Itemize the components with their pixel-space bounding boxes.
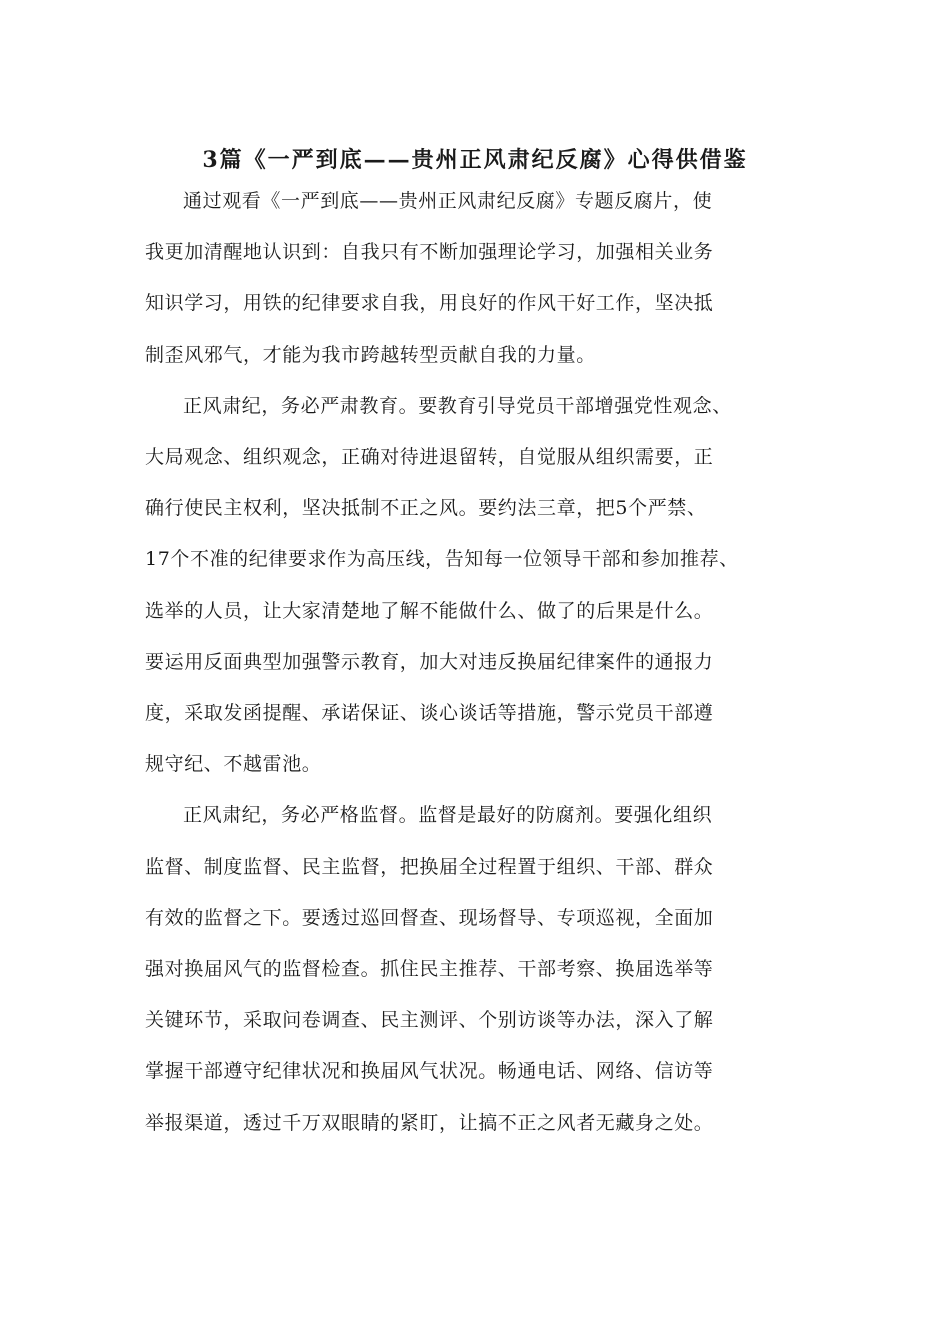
paragraph-line: 掌握干部遵守纪律状况和换届风气状况。畅通电话、网络、信访等 [145, 1060, 714, 1083]
paragraph-3 [145, 790, 810, 1148]
paragraph-line: 知识学习，用铁的纪律要求自我，用良好的作风干好工作，坚决抵 [145, 292, 714, 315]
paragraph-line: 大局观念、组织观念，正确对待进退留转，自觉服从组织需要，正 [145, 446, 714, 469]
paragraph-line: 关键环节，采取问卷调查、民主测评、个别访谈等办法，深入了解 [145, 1009, 714, 1032]
document-title: 3篇《一严到底——贵州正风肃纪反腐》心得供借鉴 [202, 147, 748, 173]
paragraph-line: 监督、制度监督、民主监督，把换届全过程置于组织、干部、群众 [145, 855, 714, 878]
paragraph-1 [145, 176, 810, 381]
paragraph-line: 举报渠道，透过千万双眼睛的紧盯，让搞不正之风者无藏身之处。 [145, 1111, 714, 1134]
paragraph-line: 确行使民主权利，坚决抵制不正之风。要约法三章，把5个严禁、 [145, 497, 707, 520]
paragraph-line: 强对换届风气的监督检查。抓住民主推荐、干部考察、换届选举等 [145, 958, 714, 981]
paragraph-line: 我更加清醒地认识到：自我只有不断加强理论学习，加强相关业务 [145, 241, 714, 264]
paragraph-line: 17个不准的纪律要求作为高压线，告知每一位领导干部和参加推荐、 [145, 548, 739, 571]
paragraph-line: 正风肃纪，务必严肃教育。要教育引导党员干部增强党性观念、 [183, 394, 732, 417]
paragraph-line: 通过观看《一严到底——贵州正风肃纪反腐》专题反腐片，使 [183, 190, 713, 212]
paragraph-line: 要运用反面典型加强警示教育，加大对违反换届纪律案件的通报力 [145, 650, 714, 673]
paragraph-line: 规守纪、不越雷池。 [145, 753, 322, 776]
paragraph-line: 选举的人员，让大家清楚地了解不能做什么、做了的后果是什么。 [145, 599, 714, 622]
paragraph-line: 制歪风邪气，才能为我市跨越转型贡献自我的力量。 [145, 343, 596, 366]
paragraph-2 [145, 381, 810, 791]
document-body [145, 176, 810, 1149]
paragraph-line: 有效的监督之下。要透过巡回督查、现场督导、专项巡视，全面加 [145, 906, 714, 929]
paragraph-line: 度，采取发函提醒、承诺保证、谈心谈话等措施，警示党员干部遵 [145, 702, 714, 725]
paragraph-line: 正风肃纪，务必严格监督。监督是最好的防腐剂。要强化组织 [183, 804, 713, 827]
